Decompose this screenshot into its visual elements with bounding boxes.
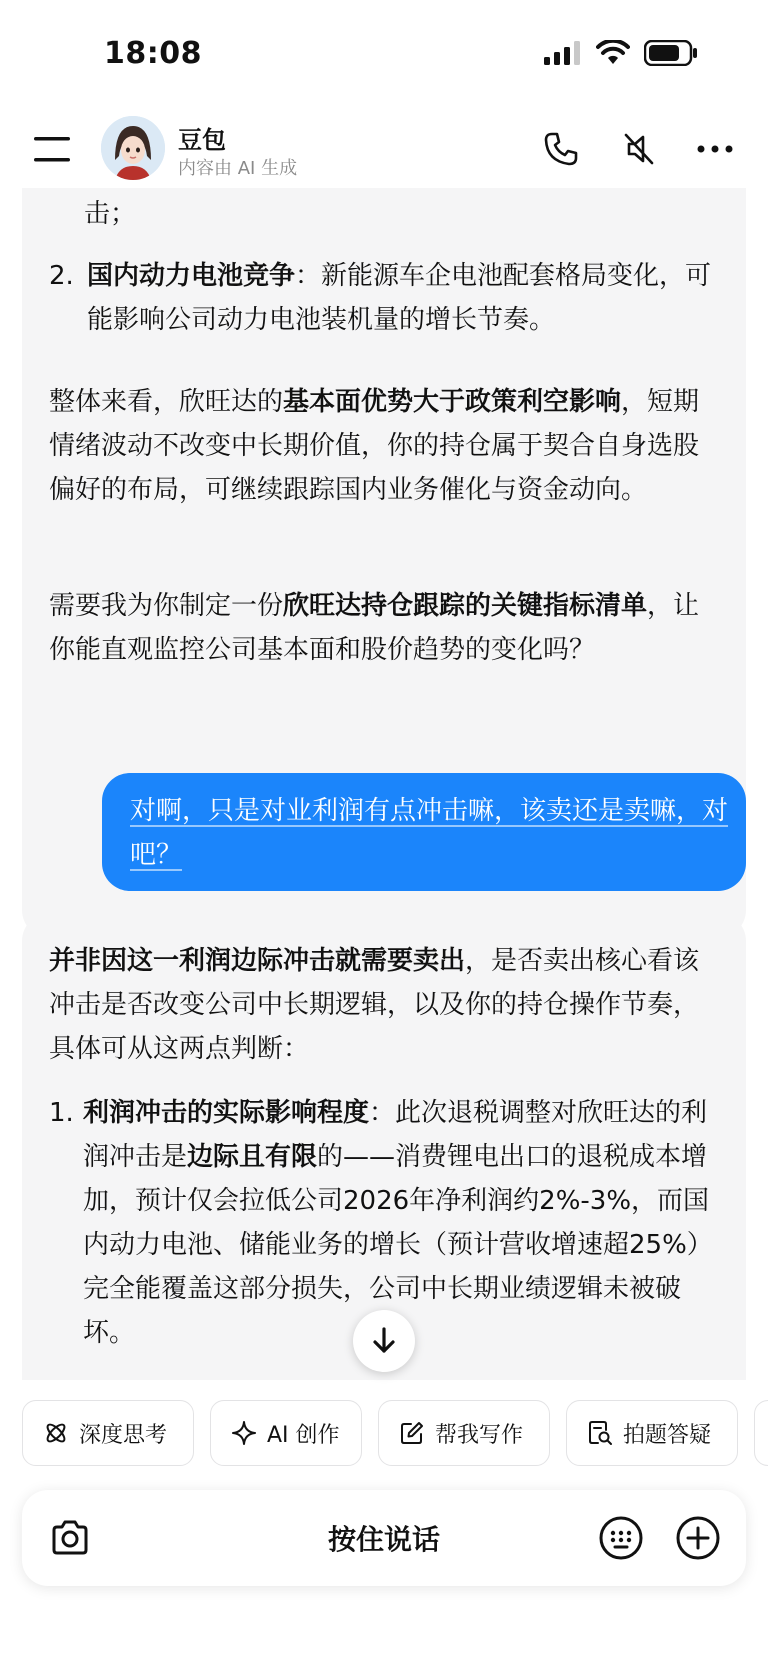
speaker-off-icon [621, 131, 657, 167]
chip-ai-create[interactable] [210, 1400, 362, 1466]
para-bold: 并非因这一利润边际冲击就需要卖出 [49, 946, 466, 976]
paragraph [49, 380, 721, 512]
para-text: ，让你能直观监控公司基本面和股价趋势的变化吗？ [49, 591, 700, 665]
more-button[interactable] [694, 128, 736, 170]
ai-disclaimer: 内容由 AI 生成 [178, 158, 298, 179]
list-item-bold: 边际且有限 [187, 1142, 318, 1172]
avatar-illustration [101, 116, 165, 180]
mute-button[interactable] [618, 128, 660, 170]
status-time: 18:08 [104, 36, 202, 71]
paragraph [49, 939, 721, 1071]
signal-icon [544, 41, 582, 65]
list-number: 2. [49, 261, 74, 291]
list-item-title: 国内动力电池竞争 [87, 261, 296, 291]
text-line: 击； [84, 199, 137, 229]
status-bar [0, 0, 768, 110]
scroll-to-bottom-button[interactable] [353, 1310, 415, 1372]
chip-photo-answer[interactable] [566, 1400, 738, 1466]
chat-header [0, 110, 768, 188]
list-number: 1. [49, 1098, 74, 1128]
hold-to-talk-button[interactable]: 按住说话 [327, 1523, 440, 1556]
plus-circle-icon [674, 1514, 722, 1562]
user-message-text: 对啊，只是对业利润有点冲击嘛，该卖还是卖嘛，对吧？ [130, 796, 729, 870]
chip-label: AI 创作 [267, 1422, 340, 1448]
list-item-text: ：此次退税调整对欣旺达的利润冲击是 [83, 1098, 708, 1172]
list-item [87, 254, 717, 342]
chip-label: 深度思考 [79, 1422, 168, 1448]
doc-search-icon [587, 1420, 613, 1446]
para-text: 需要我为你制定一份 [49, 591, 284, 621]
phone-icon [543, 131, 579, 167]
bot-name: 豆包 [178, 126, 226, 154]
quick-actions [0, 1400, 768, 1470]
keyboard-icon [597, 1514, 645, 1562]
atom-icon [43, 1420, 69, 1446]
keyboard-button[interactable] [597, 1514, 645, 1562]
more-icon [696, 144, 734, 154]
list-item-title: 利润冲击的实际影响程度 [83, 1098, 370, 1128]
sparkle-icon [231, 1420, 257, 1446]
list-item-text: 的——消费锂电出口的退税成本增加，预计仅会拉低公司2026年净利润约2%-3%，而国内动力电池、储能业务的增长（预计营收增速超25%）完全能覆盖这部分损失，公司中长期业绩逻辑未被破坏。 [83, 1142, 713, 1348]
chip-help-write[interactable] [378, 1400, 550, 1466]
para-bold: 基本面优势大于政策利空影响 [283, 387, 622, 417]
chip-next[interactable] [754, 1400, 768, 1466]
wifi-icon [596, 40, 630, 66]
para-text: ，短期情绪波动不改变中长期价值，你的持仓属于契合自身选股偏好的布局，可继续跟踪国内业务催化与资金动向。 [49, 387, 700, 505]
chip-label: 帮我写作 [435, 1422, 524, 1448]
status-icons [544, 40, 698, 66]
para-text: ，是否卖出核心看该冲击是否改变公司中长期逻辑，以及你的持仓操作节奏，具体可从这两点判断： [49, 946, 700, 1064]
para-bold: 欣旺达持仓跟踪的关键指标清单 [283, 591, 648, 621]
arrow-down-icon [371, 1327, 397, 1355]
para-text: 整体来看，欣旺达的 [49, 387, 284, 417]
battery-icon [644, 40, 698, 66]
chip-label: 拍题答疑 [623, 1422, 712, 1448]
edit-icon [399, 1420, 425, 1446]
input-bar [22, 1490, 746, 1586]
chat-messages[interactable] [0, 188, 768, 1380]
add-button[interactable] [674, 1514, 722, 1562]
chip-deep-think[interactable] [22, 1400, 194, 1466]
paragraph [49, 584, 721, 672]
menu-icon[interactable] [34, 132, 72, 166]
user-message[interactable] [102, 773, 746, 891]
call-button[interactable] [540, 128, 582, 170]
bot-avatar[interactable] [101, 116, 165, 180]
list-item-text: ：新能源车企电池配套格局变化，可能影响公司动力电池装机量的增长节奏。 [87, 261, 712, 335]
